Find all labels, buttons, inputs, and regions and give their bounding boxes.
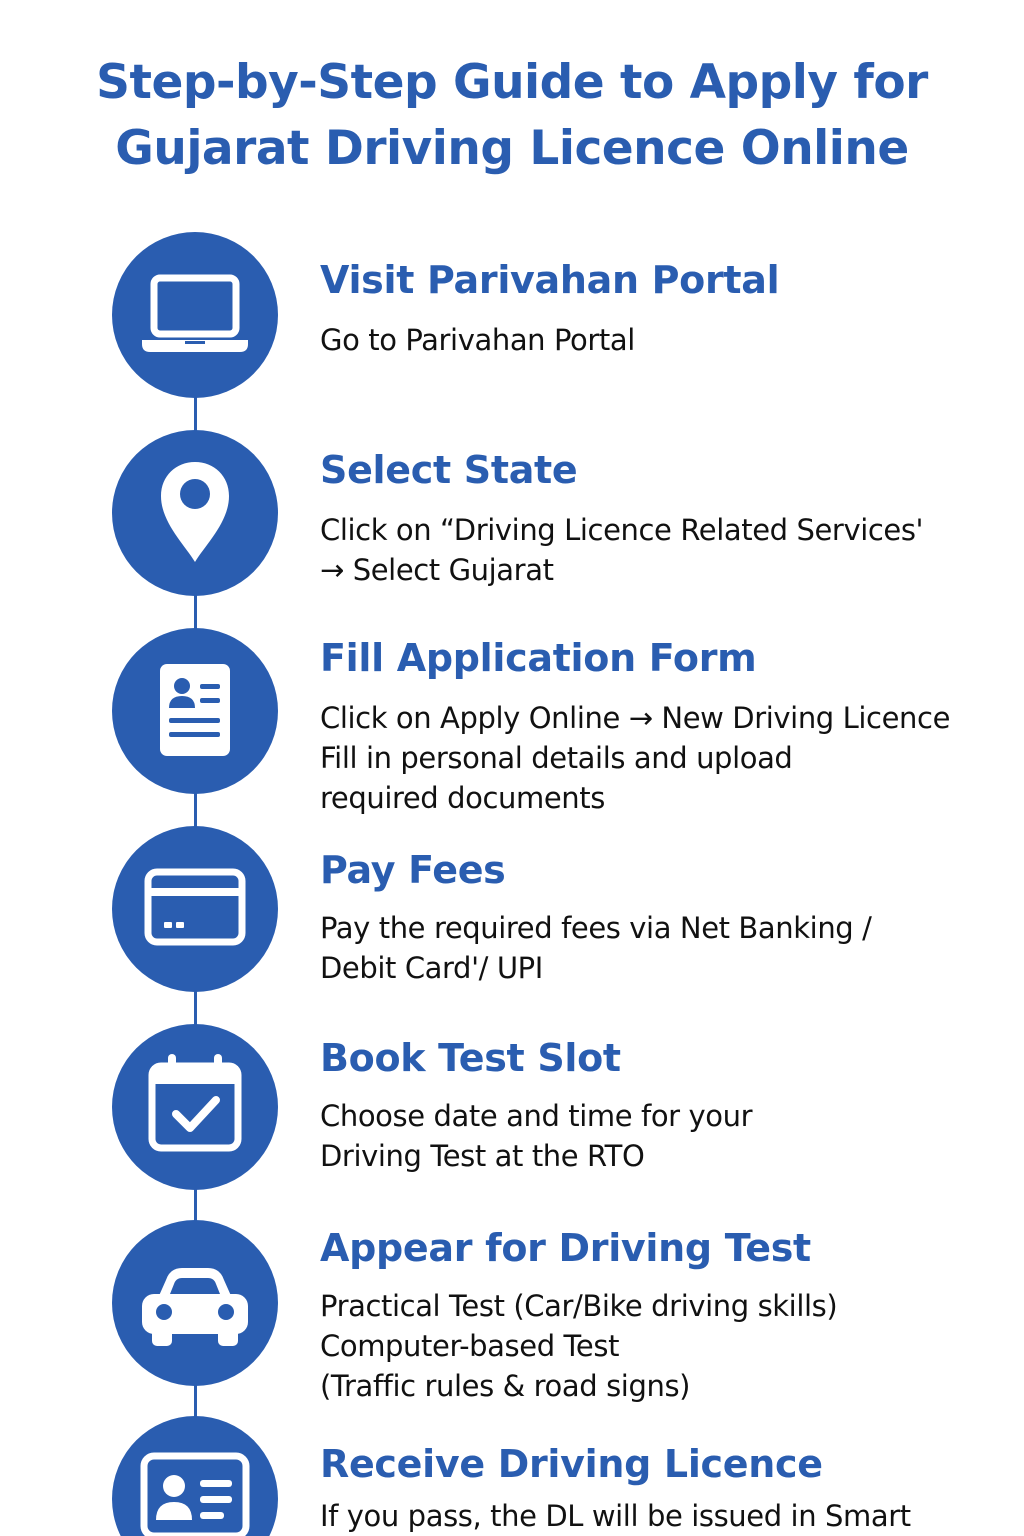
location-pin-icon — [112, 430, 278, 596]
step-4-circle — [112, 826, 278, 992]
step-2-line-1: Click on “Driving Licence Related Services' — [320, 513, 924, 547]
step-6-description — [320, 1286, 1020, 1406]
step-4-line-2: Debit Card'/ UPI — [320, 951, 543, 985]
car-icon — [112, 1220, 278, 1386]
step-5-line-1: Choose date and time for your — [320, 1099, 753, 1133]
step-5-line-2: Driving Test at the RTO — [320, 1139, 645, 1173]
step-1-heading: Visit Parivahan Portal — [320, 258, 780, 302]
step-2-circle — [112, 430, 278, 596]
step-4-line-1: Pay the required fees via Net Banking / — [320, 911, 872, 945]
step-2-line-2: → Select Gujarat — [320, 553, 554, 587]
step-6-line-1: Practical Test (Car/Bike driving skills) — [320, 1289, 838, 1323]
step-7-circle — [112, 1416, 278, 1536]
step-5-heading: Book Test Slot — [320, 1036, 621, 1080]
page-title — [0, 50, 1024, 182]
step-7-heading: Receive Driving Licence — [320, 1442, 823, 1486]
calendar-check-icon — [112, 1024, 278, 1190]
step-3-circle — [112, 628, 278, 794]
title-line-1: Step-by-Step Guide to Apply for — [96, 55, 928, 110]
step-6-circle — [112, 1220, 278, 1386]
laptop-icon — [112, 232, 278, 398]
step-5-circle — [112, 1024, 278, 1190]
step-1-circle — [112, 232, 278, 398]
step-6-heading: Appear for Driving Test — [320, 1226, 811, 1270]
step-4-heading: Pay Fees — [320, 848, 506, 892]
step-1-line-1: Go to Parivahan Portal — [320, 323, 635, 357]
step-3-heading: Fill Application Form — [320, 636, 757, 680]
step-1-description — [320, 320, 1020, 360]
step-7-line-1: If you pass, the DL will be issued in Smart — [320, 1499, 911, 1533]
step-4-description — [320, 908, 1020, 988]
step-2-description — [320, 510, 1020, 590]
title-line-2: Gujarat Driving Licence Online — [115, 121, 909, 176]
step-6-line-3: (Traffic rules & road signs) — [320, 1369, 691, 1403]
step-6-line-2: Computer-based Test — [320, 1329, 620, 1363]
step-7-description — [320, 1496, 1020, 1536]
step-3-line-2: Fill in personal details and upload — [320, 741, 793, 775]
step-3-line-1: Click on Apply Online → New Driving Licence — [320, 701, 951, 735]
step-3-line-3: required documents — [320, 781, 605, 815]
application-form-icon — [112, 628, 278, 794]
credit-card-icon — [112, 826, 278, 992]
step-5-description — [320, 1096, 1020, 1176]
step-3-description — [320, 698, 1020, 818]
id-card-icon — [112, 1416, 278, 1536]
step-2-heading: Select State — [320, 448, 578, 492]
